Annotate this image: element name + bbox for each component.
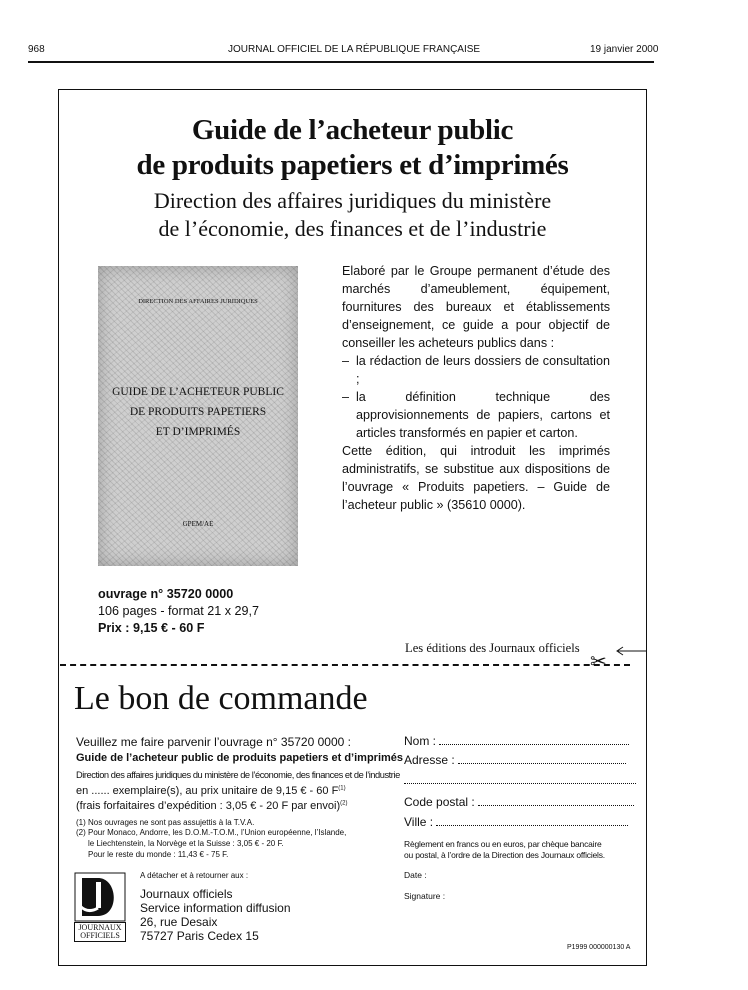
header-rule [28, 61, 654, 63]
footnote-2b: le Liechtenstein, la Norvège et la Suisse : 3,05 € - 20 F. [88, 839, 284, 848]
field-adresse [404, 753, 626, 767]
address-line-4: 75727 Paris Cedex 15 [140, 929, 259, 943]
header-date: 19 janvier 2000 [590, 44, 659, 55]
payment-line-2: ou postal, à l’ordre de la Direction des Journaux officiels. [404, 850, 605, 860]
description-intro: Elaboré par le Groupe permanent d’étude des marchés d’ameublement, équipement, fournitures des bureaux et établissements d’enseignement, ce guide a pour objectif de conseiller les acheteurs publics dans : [342, 264, 610, 350]
field-nom [404, 734, 629, 748]
field-adresse-input[interactable] [458, 753, 626, 764]
ouvrage-pages: 106 pages - format 21 x 29,7 [98, 604, 260, 618]
field-nom-label: Nom : [404, 734, 437, 748]
logo-mark-icon [74, 872, 126, 922]
order-line-4-text: en ...... exemplaire(s), au prix unitaire de 9,15 € - 60 F [76, 785, 339, 797]
order-line-4 [76, 785, 346, 797]
ad-title-line2: de produits papetiers et d’imprimés [136, 149, 569, 181]
scissors-icon: ✂ [590, 651, 607, 673]
order-line-4-note: (1) [338, 785, 346, 792]
field-ville-input[interactable] [436, 815, 628, 826]
cut-line [60, 664, 630, 666]
field-adresse-line-2[interactable] [404, 773, 636, 784]
ad-title-line1: Guide de l’acheteur public [191, 114, 514, 146]
ouvrage-price: Prix : 9,15 € - 60 F [98, 621, 205, 635]
journaux-officiels-logo [74, 872, 126, 938]
cover-title-2: DE PRODUITS PAPETIERS [129, 406, 267, 418]
description-bullet-2: – la définition technique des approvisionnements de papiers, cartons et articles transformés en papier et carton. [342, 388, 610, 442]
field-ville-label: Ville : [404, 815, 434, 829]
order-line-2: Guide de l’acheteur public de produits papetiers et d’imprimés [76, 752, 404, 764]
field-adresse-label: Adresse : [404, 753, 455, 767]
cover-title-1: GUIDE DE L’ACHETEUR PUBLIC [112, 386, 284, 398]
ad-description [342, 262, 610, 514]
address-line-1: Journaux officiels [140, 887, 233, 901]
order-line-5-note: (2) [340, 800, 348, 807]
field-code-postal [404, 795, 634, 809]
book-cover-image [98, 266, 298, 566]
ad-subtitle-line1: Direction des affaires juridiques du ministère [153, 188, 552, 213]
footnote-1: (1) Nos ouvrages ne sont pas assujettis à la T.V.A. [76, 818, 255, 827]
description-outro: Cette édition, qui introduit les imprimés administratifs, se substitue aux dispositions de l’ouvrage « Produits papetiers. – Guide de l’acheteur public » (35610 0000). [342, 444, 610, 512]
order-line-5 [76, 800, 347, 812]
cover-bottom-text: GPEM/AE [182, 520, 214, 528]
field-code-postal-input[interactable] [478, 795, 634, 806]
cover-title-3: ET D’IMPRIMÉS [155, 426, 241, 438]
page-number: 968 [28, 44, 45, 55]
address-line-2: Service information diffusion [140, 901, 291, 915]
journal-title: JOURNAL OFFICIEL DE LA RÉPUBLIQUE FRANÇAISE [228, 44, 481, 55]
order-line-1: Veuillez me faire parvenir l’ouvrage n° 35720 0000 : [76, 735, 351, 749]
field-signature-label: Signature : [404, 891, 446, 901]
description-bullet-1: – la rédaction de leurs dossiers de consultation ; [342, 352, 610, 388]
publisher-line: Les éditions des Journaux officiels [405, 641, 580, 655]
field-code-postal-label: Code postal : [404, 795, 475, 809]
footnote-2c: Pour le reste du monde : 11,43 € - 75 F. [88, 850, 229, 859]
ouvrage-number: ouvrage n° 35720 0000 [98, 587, 234, 601]
order-form-heading: Le bon de commande [74, 680, 368, 717]
field-nom-input[interactable] [439, 734, 629, 745]
order-line-5-text: (frais forfaitaires d’expédition : 3,05 € - 20 F par envoi) [76, 800, 341, 812]
logo-text-2: OFFICIELS [80, 931, 120, 940]
arrow-left-icon [614, 644, 648, 658]
reference-code: P1999 000000130 A [567, 944, 631, 951]
order-line-3: Direction des affaires juridiques du ministère de l’économie, des finances et de l’industrie [76, 770, 400, 780]
field-date-label: Date : [404, 870, 427, 880]
logo-text-1: JOURNAUX [78, 923, 122, 932]
field-ville [404, 815, 628, 829]
footnote-2a: (2) Pour Monaco, Andorre, les D.O.M.-T.O.M., l’Union européenne, l’Islande, [76, 828, 347, 837]
cover-top-text: DIRECTION DES AFFAIRES JURIDIQUES [138, 298, 258, 305]
payment-line-1: Règlement en francs ou en euros, par chèque bancaire [404, 839, 602, 849]
address-line-3: 26, rue Desaix [140, 915, 218, 929]
ad-subtitle-line2: de l’économie, des finances et de l’industrie [158, 216, 547, 241]
return-label: A détacher et à retourner aux : [140, 871, 249, 880]
